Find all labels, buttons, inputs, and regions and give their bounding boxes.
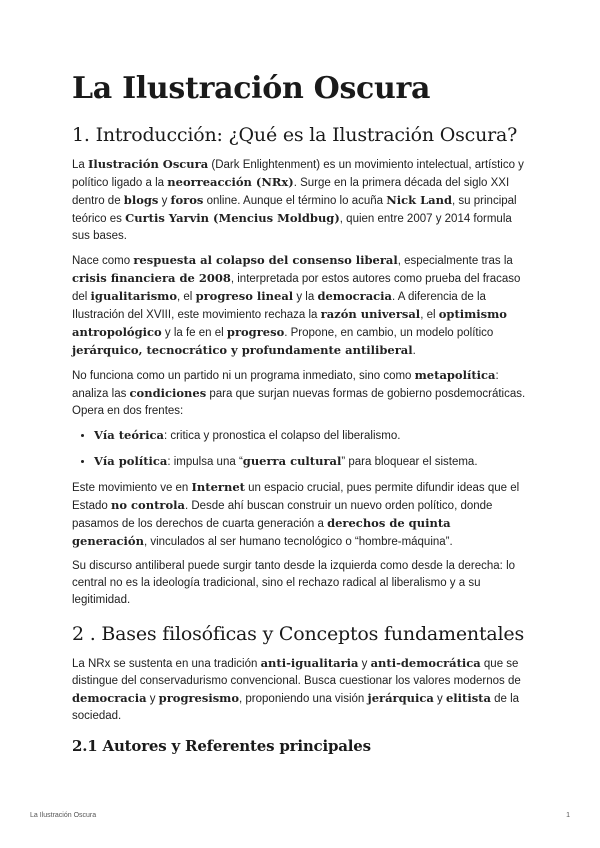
section-2-heading: 2 . Bases filosóficas y Conceptos fundamentales xyxy=(72,623,524,645)
list-item: • Vía política: impulsa una “guerra cultural” para bloquear el sistema. xyxy=(94,453,528,471)
section-1-heading: 1. Introducción: ¿Qué es la Ilustración Oscura? xyxy=(72,124,518,146)
intro-paragraph-1: La Ilustración Oscura (Dark Enlightenment) es un movimiento intelectual, artístico y político ligado a la neorreacción (NRx). Surge en la primera década del siglo XXI dentro de blogs y foros online. Aunque el término lo acuña Nick Land, su principal teórico es Curtis Yarvin (Mencius Moldbug), quien entre 2007 y 2014 formula sus bases. xyxy=(72,157,524,242)
page-number: 1 xyxy=(566,812,570,819)
list-item: • Vía teórica: critica y pronostica el colapso del liberalismo. xyxy=(94,427,528,445)
intro-paragraph-5: Su discurso antiliberal puede surgir tanto desde la izquierda como desde la derecha: lo central no es la ideología tradicional, sino el rechazo radical al liberalismo y a su legitimidad. xyxy=(72,560,516,606)
document-page xyxy=(72,70,528,757)
intro-paragraph-2: Nace como respuesta al colapso del consenso liberal, especialmente tras la crisis financiera de 2008, interpretada por estos autores como prueba del fracaso del igualitarismo, el progreso lineal y la democracia. A diferencia de la Ilustración del XVIII, este movimiento rechaza la razón universal, el optimismo antropológico y la fe en el progreso. Propone, en cambio, un modelo político jerárquico, tecnocrático y profundamente antiliberal. xyxy=(72,253,521,357)
fronts-list xyxy=(72,427,528,471)
intro-paragraph-3: No funciona como un partido ni un programa inmediato, sino como metapolítica: analiza las condiciones para que surjan nuevas formas de gobierno posdemocráticas. Opera en dos frentes: xyxy=(72,368,526,417)
footer-title: La Ilustración Oscura xyxy=(30,812,97,819)
intro-paragraph-4: Este movimiento ve en Internet un espacio crucial, pues permite difundir ideas que el Estado no controla. Desde ahí buscan construir un nuevo orden político, donde pasamos de los derechos de cuarta generación a derechos de quinta generación, vinculados al ser humano tecnológico o “hombre-máquina”. xyxy=(72,480,520,548)
bases-paragraph-1: La NRx se sustenta en una tradición anti-igualitaria y anti-democrática que se distingue del conservadurismo convencional. Busca cuestionar los valores modernos de democracia y progresismo, proponiendo una visión jerárquica y elitista de la sociedad. xyxy=(72,656,521,722)
subsection-2-1-heading: 2.1 Autores y Referentes principales xyxy=(72,737,371,755)
page-footer xyxy=(30,812,570,819)
document-title: La Ilustración Oscura xyxy=(72,71,431,106)
